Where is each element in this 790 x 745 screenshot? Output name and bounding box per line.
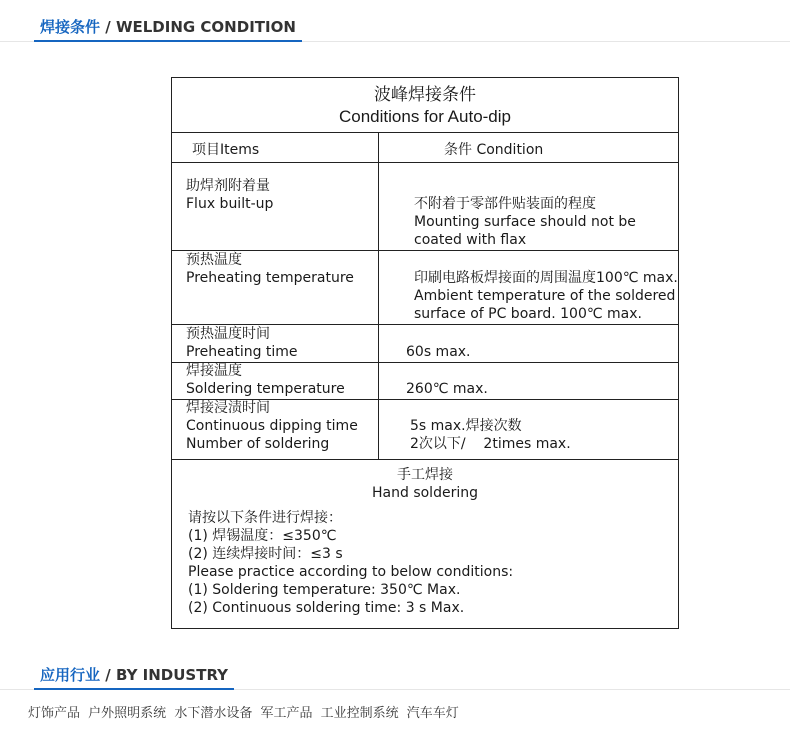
industry-link-military[interactable]: 军工产品 xyxy=(260,706,313,721)
hand-soldering-title xyxy=(172,466,678,502)
row-dipping-condition xyxy=(410,417,571,453)
instruction-line: 请按以下条件进行焊接： xyxy=(188,510,342,526)
table-caption-en: Conditions for Auto-dip xyxy=(339,107,511,126)
industry-link-lighting[interactable]: 灯饰产品 xyxy=(28,706,81,721)
welding-condition-header xyxy=(0,16,790,42)
header-condition: 条件 Condition xyxy=(444,142,544,158)
table-divider xyxy=(172,459,678,460)
instruction-line: (1) 焊锡温度：≤350℃ xyxy=(188,528,337,544)
item-label-en: Preheating temperature xyxy=(186,270,354,286)
instruction-line: Please practice according to below conditions: xyxy=(188,564,514,580)
row-dipping-item xyxy=(186,399,358,453)
hand-title-cn: 手工焊接 xyxy=(397,467,453,483)
item-label-en: Continuous dipping time xyxy=(186,418,358,434)
welding-title-separator: / xyxy=(100,18,116,36)
item-label-cn: 焊接温度 xyxy=(186,363,242,379)
table-column-divider xyxy=(378,132,379,459)
industry-link-underwater[interactable]: 水下潜水设备 xyxy=(174,706,253,721)
industry-link-outdoor-lighting[interactable]: 户外照明系统 xyxy=(88,706,167,721)
item-label-cn: 预热温度时间 xyxy=(186,326,270,342)
row-flux-condition xyxy=(414,195,636,249)
industry-link-industrial-control[interactable]: 工业控制系统 xyxy=(320,706,399,721)
item-label-en-2: Number of soldering xyxy=(186,436,330,452)
item-label-en: Preheating time xyxy=(186,344,298,360)
condition-line: 5s max.焊接次数 xyxy=(410,418,522,434)
condition-line: surface of PC board. 100℃ max. xyxy=(414,306,642,322)
condition-line: Mounting surface should not be xyxy=(414,214,636,230)
industry-title-cn: 应用行业 xyxy=(40,666,101,684)
item-label-en: Soldering temperature xyxy=(186,381,345,397)
hand-soldering-instructions xyxy=(188,509,513,617)
table-divider xyxy=(172,162,678,163)
industry-title-separator: / xyxy=(100,666,116,684)
by-industry-header xyxy=(0,664,790,690)
condition-line: 不附着于零部件贴装面的程度 xyxy=(414,196,596,212)
welding-title-en: WELDING CONDITION xyxy=(115,18,296,36)
condition-line: 260℃ max. xyxy=(406,381,488,397)
header-items: 项目Items xyxy=(192,142,260,158)
row-preheat-condition xyxy=(414,269,678,323)
condition-line: 60s max. xyxy=(406,344,471,360)
item-label-cn: 焊接浸渍时间 xyxy=(186,400,270,416)
industry-title-en: BY INDUSTRY xyxy=(115,666,229,684)
table-caption-cn: 波峰焊接条件 xyxy=(374,85,476,105)
instruction-line: (2) Continuous soldering time: 3 s Max. xyxy=(188,600,465,616)
welding-spec-table xyxy=(171,77,679,629)
row-soldering-temp-item xyxy=(186,362,345,398)
instruction-line: (2) 连续焊接时间：≤3 s xyxy=(188,546,343,562)
welding-title-cn: 焊接条件 xyxy=(40,18,101,36)
instruction-line: (1) Soldering temperature: 350℃ Max. xyxy=(188,582,461,598)
item-label-cn: 助焊剂附着量 xyxy=(186,178,270,194)
row-flux-item xyxy=(186,177,273,213)
row-preheat-time-condition xyxy=(406,343,471,361)
condition-line: 印刷电路板焊接面的周围温度100℃ max. xyxy=(414,270,678,286)
industry-link-automotive-lights[interactable]: 汽车车灯 xyxy=(406,706,459,721)
condition-line: Ambient temperature of the soldered xyxy=(414,288,676,304)
welding-condition-title xyxy=(34,16,302,42)
row-soldering-temp-condition xyxy=(406,380,488,398)
table-divider xyxy=(172,132,678,133)
item-label-en: Flux built-up xyxy=(186,196,274,212)
industry-list xyxy=(28,704,463,724)
row-preheat-time-item xyxy=(186,325,298,361)
item-label-cn: 预热温度 xyxy=(186,252,242,268)
by-industry-title xyxy=(34,664,234,690)
row-preheat-item xyxy=(186,251,354,287)
hand-title-en: Hand soldering xyxy=(372,485,478,501)
condition-line: 2次以下/ 2times max. xyxy=(410,436,571,452)
condition-line: coated with flax xyxy=(414,232,527,248)
